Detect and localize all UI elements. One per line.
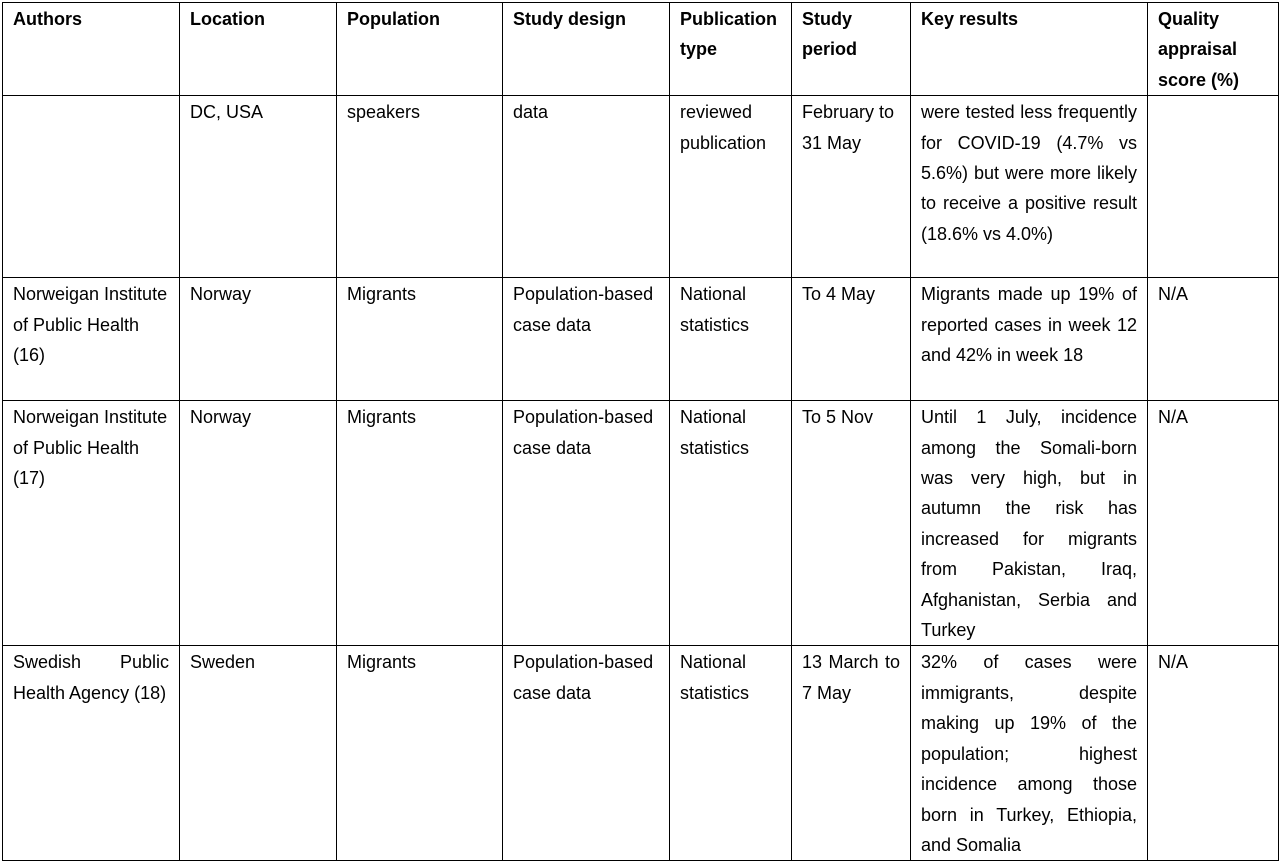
cell-study-design: Population-based case data [503,646,670,861]
cell-key-results: 32% of cases were immigrants, despite making up 19% of the population; highest incidence among those born in Turkey, Ethiopia, and Somalia [911,646,1148,861]
cell-quality-score: N/A [1148,401,1279,646]
cell-study-period: To 4 May [792,278,911,401]
cell-key-results: Until 1 July, incidence among the Somali-born was very high, but in autumn the risk has increased for migrants from Pakistan, Iraq, Afghanistan, Serbia and Turkey [911,401,1148,646]
header-study-design: Study design [503,3,670,96]
study-summary-table [2,2,1279,861]
cell-authors [3,96,180,278]
cell-publication-type: reviewed publication [670,96,792,278]
header-quality-score: Quality appraisal score (%) [1148,3,1279,96]
cell-study-period: February to 31 May [792,96,911,278]
cell-publication-type: National statistics [670,278,792,401]
cell-study-period: To 5 Nov [792,401,911,646]
cell-authors: Swedish Public Health Agency (18) [3,646,180,861]
table-header-row [3,3,1279,96]
header-publication-type: Publication type [670,3,792,96]
cell-authors: Norweigan Institute of Public Health (16) [3,278,180,401]
cell-location: Sweden [180,646,337,861]
cell-location: Norway [180,401,337,646]
cell-population: Migrants [337,401,503,646]
cell-authors: Norweigan Institute of Public Health (17) [3,401,180,646]
cell-study-period: 13 March to 7 May [792,646,911,861]
table-row [3,401,1279,646]
cell-location: DC, USA [180,96,337,278]
cell-study-design: data [503,96,670,278]
header-location: Location [180,3,337,96]
cell-quality-score: N/A [1148,646,1279,861]
cell-publication-type: National statistics [670,401,792,646]
cell-quality-score: N/A [1148,278,1279,401]
table-row [3,646,1279,861]
header-population: Population [337,3,503,96]
cell-population: Migrants [337,278,503,401]
cell-key-results: Migrants made up 19% of reported cases in week 12 and 42% in week 18 [911,278,1148,401]
cell-location: Norway [180,278,337,401]
header-authors: Authors [3,3,180,96]
table-row [3,278,1279,401]
cell-study-design: Population-based case data [503,278,670,401]
cell-publication-type: National statistics [670,646,792,861]
cell-study-design: Population-based case data [503,401,670,646]
table-row [3,96,1279,278]
cell-quality-score [1148,96,1279,278]
cell-population: speakers [337,96,503,278]
cell-population: Migrants [337,646,503,861]
header-study-period: Study period [792,3,911,96]
header-key-results: Key results [911,3,1148,96]
cell-key-results: were tested less frequently for COVID-19 (4.7% vs 5.6%) but were more likely to receive a positive result (18.6% vs 4.0%) [911,96,1148,278]
